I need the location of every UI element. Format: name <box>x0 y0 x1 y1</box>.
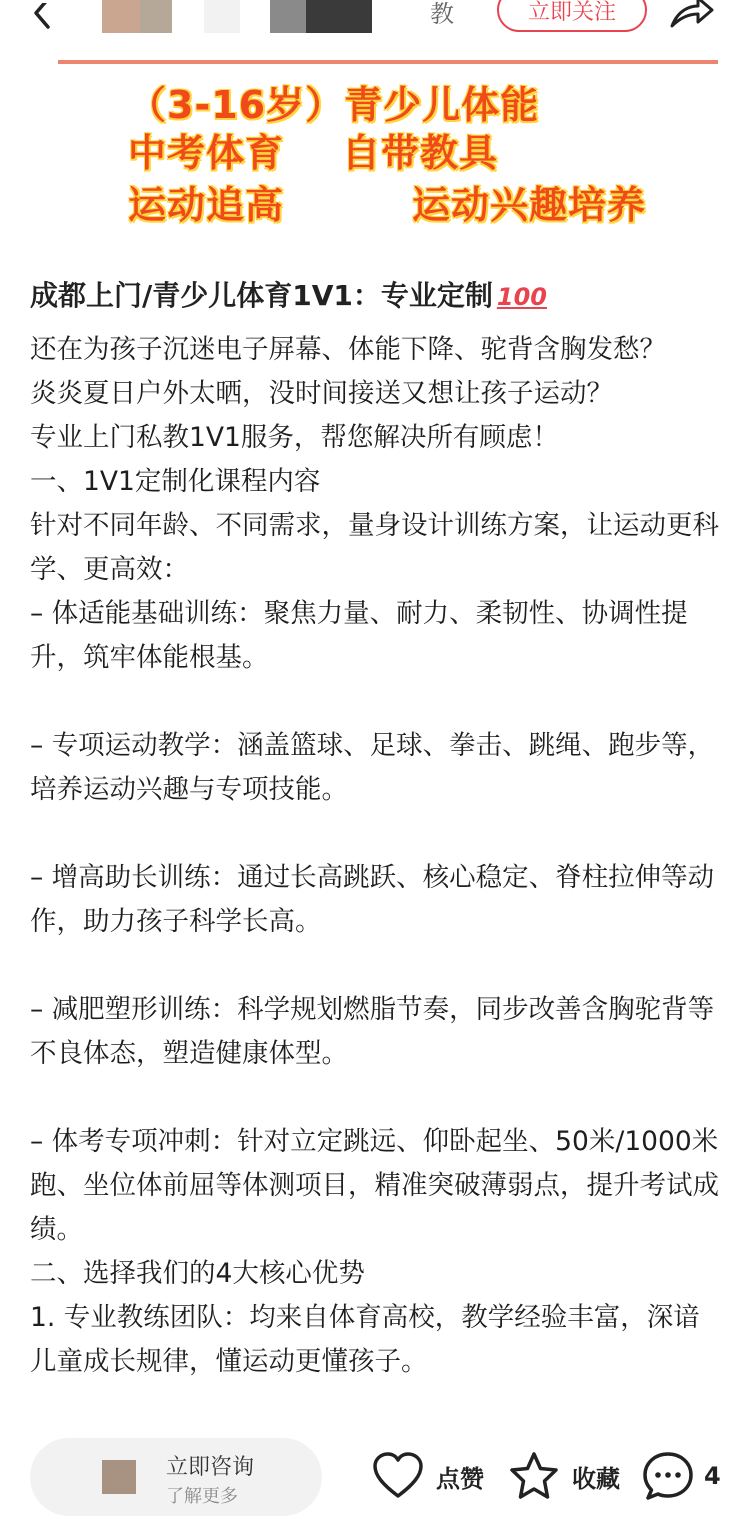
share-arrow-icon <box>668 0 716 32</box>
heart-icon <box>372 1452 424 1500</box>
consult-button[interactable] <box>30 1438 322 1516</box>
post-paragraph: 专业上门私教1V1服务，帮您解决所有顾虑！ <box>30 422 559 453</box>
post-title <box>30 274 730 314</box>
back-button[interactable] <box>22 0 62 36</box>
comment-count: 4 <box>704 1462 721 1490</box>
collect-label: 收藏 <box>572 1464 620 1493</box>
paragraph-spacer <box>30 1076 720 1120</box>
post-paragraph: – 减肥塑形训练：科学规划燃脂节奏，同步改善含胸驼背等不良体态，塑造健康体型。 <box>30 994 715 1069</box>
consult-subtitle: 了解更多 <box>166 1486 238 1507</box>
banner-line-equipment: 自带教具 <box>342 131 499 175</box>
banner-top-stripe <box>58 60 718 64</box>
author-name-blurred-3 <box>306 0 372 33</box>
banner-line-interest: 运动兴趣培养 <box>412 183 647 227</box>
post-paragraph: – 体考专项冲刺：针对立定跳远、仰卧起坐、50米/1000米跑、坐位体前屈等体测项目，精准突破薄弱点，提升考试成绩。 <box>30 1126 719 1245</box>
banner-line-height: 运动追高 <box>128 183 285 227</box>
post-paragraph: – 增高助长训练：通过长高跳跃、核心稳定、脊柱拉伸等动作，助力孩子科学长高。 <box>30 862 715 937</box>
post-paragraph: – 专项运动教学：涵盖篮球、足球、拳击、跳绳、跑步等，培养运动兴趣与专项技能。 <box>30 730 715 805</box>
paragraph-spacer <box>30 680 720 724</box>
author-name-blurred <box>204 0 240 33</box>
bottom-action-bar <box>0 1418 750 1533</box>
consult-title: 立即咨询 <box>166 1455 255 1480</box>
post-paragraph: 二、选择我们的4大核心优势 <box>30 1258 365 1289</box>
post-body <box>30 328 720 1384</box>
author-name-blurred-2 <box>270 0 306 33</box>
like-button[interactable] <box>372 1446 484 1506</box>
chevron-left-icon <box>30 3 54 33</box>
collect-button[interactable] <box>508 1446 620 1506</box>
comment-button[interactable] <box>642 1446 721 1506</box>
post-title-text: 成都上门/青少儿体育1V1：专业定制 <box>30 279 493 312</box>
post-paragraph: 1. 专业教练团队：均来自体育高校，教学经验丰富，深谙儿童成长规律，懂运动更懂孩子。 <box>30 1302 700 1377</box>
top-nav-bar <box>0 0 750 60</box>
comment-bubble-icon <box>642 1451 694 1501</box>
hundred-points-emoji: 100 <box>496 283 547 311</box>
consult-thumbnail <box>102 1460 136 1494</box>
post-paragraph: – 体适能基础训练：聚焦力量、耐力、柔韧性、协调性提升，筑牢体能根基。 <box>30 598 688 673</box>
banner-line-age: （3-16岁）青少儿体能 <box>128 83 540 127</box>
follow-button[interactable]: 立即关注 <box>497 0 647 32</box>
post-paragraph: 针对不同年龄、不同需求，量身设计训练方案，让运动更科学、更高效： <box>30 510 719 585</box>
post-paragraph: 还在为孩子沉迷电子屏幕、体能下降、驼背含胸发愁？ <box>30 334 666 365</box>
author-avatar-blurred[interactable] <box>102 0 140 33</box>
post-cover-image[interactable] <box>30 60 720 232</box>
post-paragraph: 炎炎夏日户外太晒，没时间接送又想让孩子运动？ <box>30 378 613 409</box>
share-button[interactable] <box>668 0 716 32</box>
paragraph-spacer <box>30 812 720 856</box>
post-paragraph: 一、1V1定制化课程内容 <box>30 466 321 497</box>
banner-line-exam: 中考体育 <box>128 131 285 175</box>
star-icon <box>508 1451 560 1501</box>
paragraph-spacer <box>30 944 720 988</box>
like-label: 点赞 <box>436 1464 484 1493</box>
author-name-fragment[interactable]: 教 <box>430 0 454 28</box>
author-avatar-blurred-2 <box>140 0 172 33</box>
